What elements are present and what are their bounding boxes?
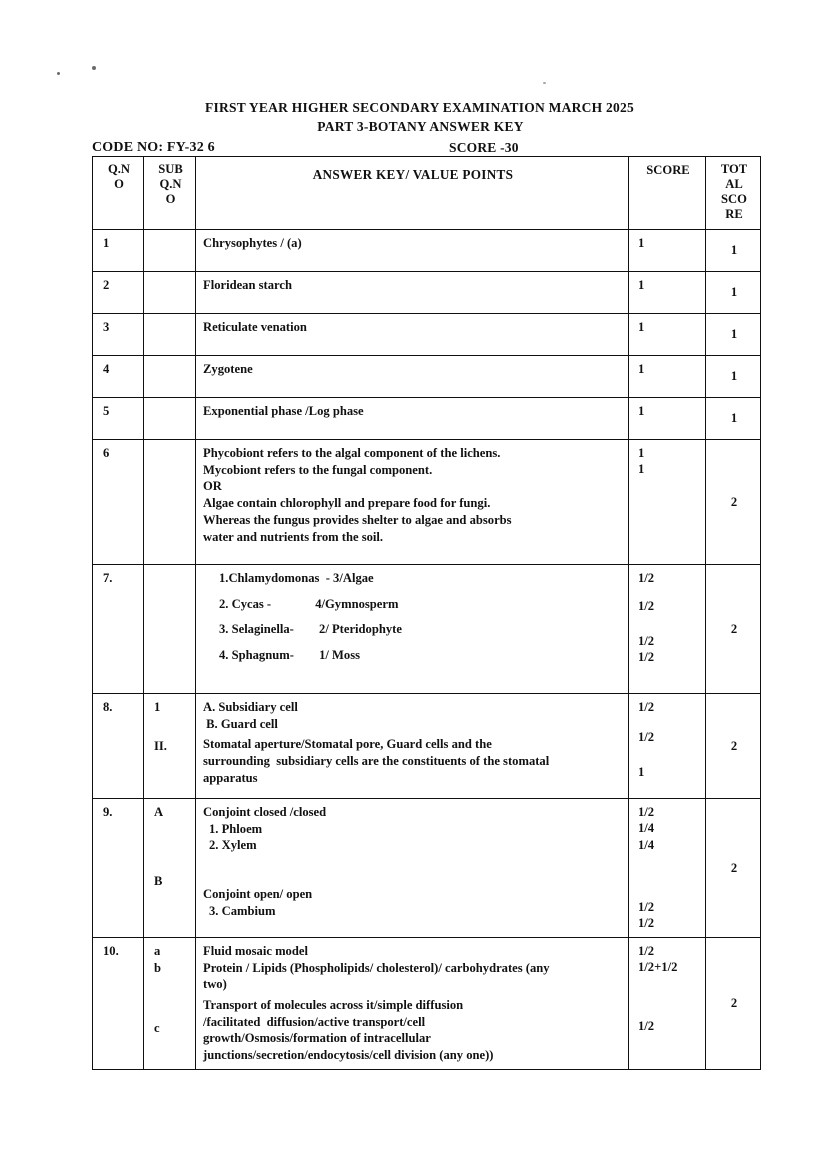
cell-total-score: 2	[706, 937, 761, 1069]
sub-question-label: c	[154, 1021, 160, 1036]
cell-sub-question-number	[144, 398, 196, 440]
sub-question-label: 1	[154, 700, 161, 714]
cell-score	[629, 565, 706, 694]
score-value: 1/2	[638, 900, 655, 915]
cell-score: 1	[629, 398, 706, 440]
score-value: 1/2	[638, 650, 655, 665]
cell-question-number: 4	[93, 356, 144, 398]
cell-question-number: 1	[93, 230, 144, 272]
scan-speckle	[92, 66, 96, 70]
cell-sub-question-number	[144, 694, 196, 799]
answer-line: two)	[203, 977, 227, 992]
answer-line: 1. Phloem	[209, 821, 263, 836]
cell-score: 1	[629, 314, 706, 356]
paper-subtitle: PART 3-BOTANY ANSWER KEY	[317, 119, 524, 134]
answer-line: Mycobiont refers to the fungal component.	[203, 462, 433, 477]
sub-question-label: B	[154, 873, 163, 888]
cell-total-score: 1	[706, 230, 761, 272]
table-body	[93, 230, 761, 1070]
cell-total-score: 1	[706, 272, 761, 314]
cell-sub-question-number	[144, 799, 196, 938]
cell-score	[629, 799, 706, 938]
score-value: 1/2	[638, 700, 655, 714]
answer-line	[203, 869, 623, 886]
exam-title: FIRST YEAR HIGHER SECONDARY EXAMINATION MARCH 2025	[204, 100, 635, 115]
cell-score: 1	[629, 230, 706, 272]
table-row	[93, 356, 761, 398]
answer-line: 2. Cycas - 4/Gymnosperm	[219, 596, 399, 611]
cell-answer-key	[196, 440, 629, 565]
column-header-answer-key: ANSWER KEY/ VALUE POINTS	[196, 157, 629, 230]
cell-question-number: 6	[93, 440, 144, 565]
table-row	[93, 314, 761, 356]
score-value: 1/2	[638, 633, 655, 648]
score-value: 1/2+1/2	[638, 960, 678, 975]
cell-question-number: 10.	[93, 937, 144, 1069]
scan-speckle	[543, 82, 546, 84]
cell-answer-key	[196, 694, 629, 799]
score-value: 1/4	[638, 837, 655, 852]
answer-line: /facilitated diffusion/active transport/cell	[203, 1014, 426, 1029]
cell-sub-question-number	[144, 565, 196, 694]
score-value: 1/2	[638, 916, 655, 931]
cell-sub-question-number	[144, 272, 196, 314]
cell-sub-question-number	[144, 937, 196, 1069]
answer-line: A. Subsidiary cell	[203, 700, 298, 714]
cell-total-score: 1	[706, 398, 761, 440]
column-header-sub-qno: SUB Q.N O	[144, 157, 196, 230]
score-value: 1/2	[638, 1018, 655, 1033]
answer-line: Whereas the fungus provides shelter to algae and absorbs	[203, 512, 512, 527]
scan-speckle	[57, 72, 60, 75]
answer-line: Conjoint open/ open	[203, 886, 313, 901]
answer-line: growth/Osmosis/formation of intracellular	[203, 1031, 431, 1046]
cell-sub-question-number	[144, 440, 196, 565]
sub-question-label: II.	[154, 738, 167, 753]
score-value: 1/2	[638, 943, 655, 958]
cell-question-number: 9.	[93, 799, 144, 938]
cell-question-number: 3	[93, 314, 144, 356]
total-score-label: SCORE -30	[449, 140, 519, 155]
cell-score: 1	[629, 356, 706, 398]
answer-line: Fluid mosaic model	[203, 943, 308, 958]
table-header	[93, 157, 761, 230]
cell-sub-question-number	[144, 230, 196, 272]
cell-score	[629, 440, 706, 565]
answer-line: 4. Sphagnum- 1/ Moss	[219, 648, 361, 663]
table-row	[93, 799, 761, 938]
score-value: 1/2	[638, 805, 655, 819]
table-header-row	[93, 157, 761, 230]
cell-score: 1	[629, 272, 706, 314]
score-value: 1	[638, 446, 645, 460]
column-header-qno: Q.N O	[93, 157, 144, 230]
answer-line: Protein / Lipids (Phospholipids/ cholesterol)/ carbohydrates (any	[203, 960, 550, 975]
table-row	[93, 694, 761, 799]
cell-answer-key: Exponential phase /Log phase	[196, 398, 629, 440]
score-value: 1/2	[638, 730, 655, 745]
cell-answer-key: Floridean starch	[196, 272, 629, 314]
cell-answer-key	[196, 799, 629, 938]
table-row	[93, 440, 761, 565]
cell-answer-key	[196, 565, 629, 694]
cell-sub-question-number	[144, 314, 196, 356]
answer-key-table	[92, 156, 761, 1070]
answer-line: B. Guard cell	[203, 716, 278, 731]
document-header	[0, 100, 827, 160]
cell-total-score: 2	[706, 694, 761, 799]
sub-question-label: b	[154, 960, 162, 975]
answer-line: Stomatal aperture/Stomatal pore, Guard cells and the	[203, 737, 492, 752]
answer-line: surrounding subsidiary cells are the constituents of the stomatal	[203, 754, 550, 769]
cell-total-score: 2	[706, 440, 761, 565]
cell-sub-question-number	[144, 356, 196, 398]
answer-line: 2. Xylem	[209, 838, 257, 853]
answer-line: Phycobiont refers to the algal component of the lichens.	[203, 446, 501, 460]
answer-line: Conjoint closed /closed	[203, 805, 327, 819]
score-value: 1/2	[638, 599, 655, 614]
answer-line: Algae contain chlorophyll and prepare food for fungi.	[203, 496, 491, 511]
cell-answer-key: Chrysophytes / (a)	[196, 230, 629, 272]
cell-total-score: 1	[706, 314, 761, 356]
cell-question-number: 2	[93, 272, 144, 314]
cell-total-score: 2	[706, 799, 761, 938]
answer-line: OR	[203, 479, 222, 494]
cell-question-number: 8.	[93, 694, 144, 799]
answer-line: 3. Cambium	[209, 903, 276, 918]
score-value: 1	[638, 764, 645, 779]
answer-line: 3. Selaginella- 2/ Pteridophyte	[219, 622, 402, 637]
column-header-total-score: TOT AL SCO RE	[706, 157, 761, 230]
cell-total-score: 1	[706, 356, 761, 398]
sub-question-label: A	[154, 805, 164, 819]
table-row	[93, 272, 761, 314]
answer-line: water and nutrients from the soil.	[203, 529, 384, 544]
sub-question-label: a	[154, 943, 161, 958]
answer-line: apparatus	[203, 770, 258, 785]
cell-question-number: 7.	[93, 565, 144, 694]
table-row	[93, 398, 761, 440]
answer-line: Transport of molecules across it/simple diffusion	[203, 998, 464, 1012]
cell-score	[629, 694, 706, 799]
table-row	[93, 230, 761, 272]
score-value: 1/2	[638, 571, 655, 585]
cell-answer-key: Zygotene	[196, 356, 629, 398]
cell-question-number: 5	[93, 398, 144, 440]
cell-total-score: 2	[706, 565, 761, 694]
table-row	[93, 937, 761, 1069]
cell-score	[629, 937, 706, 1069]
answer-line: junctions/secretion/endocytosis/cell division (any one))	[203, 1048, 494, 1063]
answer-line: 1.Chlamydomonas - 3/Algae	[219, 571, 374, 585]
cell-answer-key: Reticulate venation	[196, 314, 629, 356]
code-number: CODE NO: FY-32 6	[92, 140, 215, 158]
column-header-score: SCORE	[629, 157, 706, 230]
cell-answer-key	[196, 937, 629, 1069]
score-value: 1/4	[638, 821, 655, 836]
table-row	[93, 565, 761, 694]
score-value: 1	[638, 462, 645, 477]
